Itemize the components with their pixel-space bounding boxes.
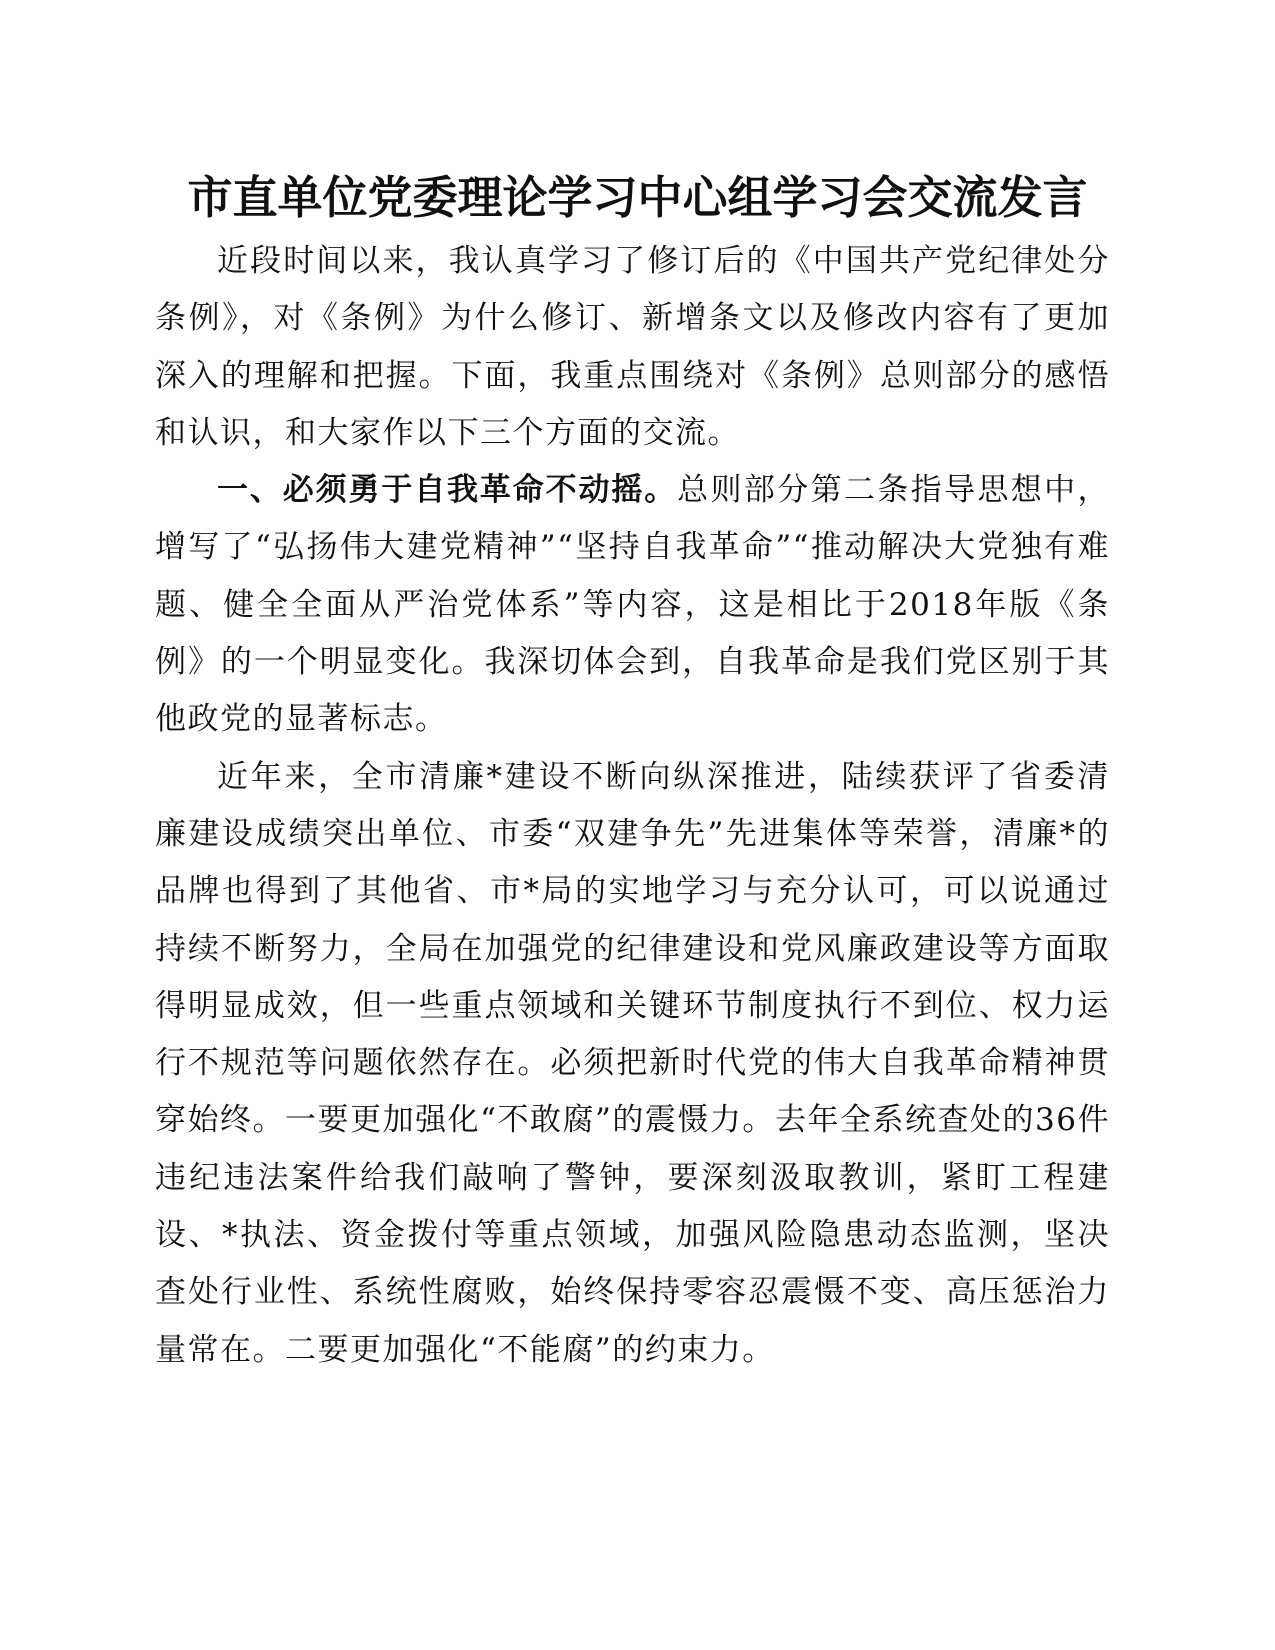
section-heading: 一、必须勇于自我革命不动摇。 bbox=[217, 472, 678, 509]
paragraph-text: 总则部分第二条指导思想中，增写了“弘扬伟大建党精神”“坚持自我革命”“推动解决大党独有难题、健全全面从严治党体系”等内容，这是相比于2018年版《条例》的一个明显变化。我深切体会到，自我革命是我们党区别于其他政党的显著标志。 bbox=[155, 472, 1111, 738]
paragraph-intro bbox=[155, 233, 1110, 462]
paragraph-text: 近段时间以来，我认真学习了修订后的《中国共产党纪律处分条例》，对《条例》为什么修订、新增条文以及修改内容有了更加深入的理解和把握。下面，我重点围绕对《条例》总则部分的感悟和认识，和大家作以下三个方面的交流。 bbox=[155, 243, 1110, 451]
paragraph-section-one bbox=[155, 462, 1110, 748]
document-title: 市直单位党委理论学习中心组学习会交流发言 bbox=[187, 171, 1088, 224]
document-body bbox=[155, 233, 1110, 1379]
paragraph-recent-years bbox=[155, 749, 1110, 1379]
paragraph-text: 近年来，全市清廉*建设不断向纵深推进，陆续获评了省委清廉建设成绩突出单位、市委“双建争先”先进集体等荣誉，清廉*的品牌也得到了其他省、市*局的实地学习与充分认可，可以说通过持续不断努力，全局在加强党的纪律建设和党风廉政建设等方面取得明显成效，但一些重点领域和关键环节制度执行不到位、权力运行不规范等问题依然存在。必须把新时代党的伟大自我革命精神贯穿始终。一要更加强化“不敢腐”的震慑力。去年全系统查处的36件违纪违法案件给我们敲响了警钟，要深刻汲取教训，紧盯工程建设、*执法、资金拨付等重点领域，加强风险隐患动态监测，坚决查处行业性、系统性腐败，始终保持零容忍震慑不变、高压惩治力量常在。二要更加强化“不能腐”的约束力。 bbox=[155, 758, 1110, 1368]
